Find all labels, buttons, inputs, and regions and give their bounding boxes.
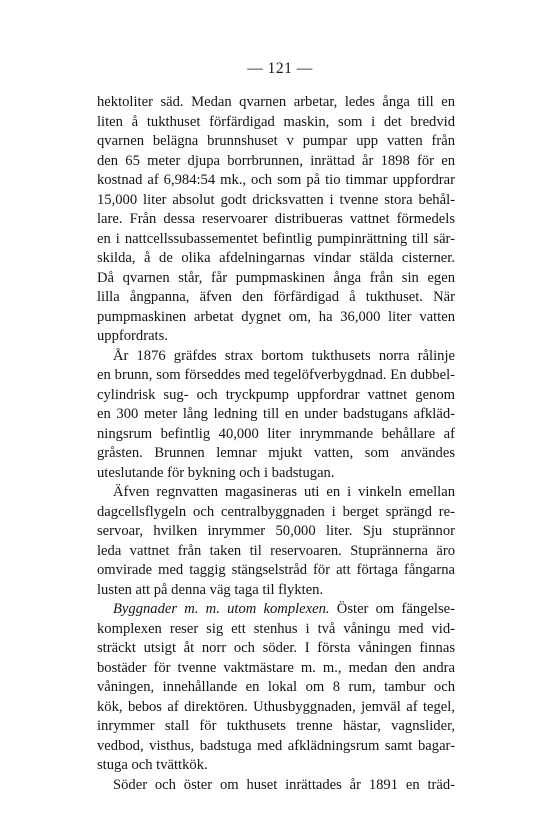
text-line: Då qvarnen står, får pumpmaskinen ånga från sin egen [97,269,455,286]
line-text: Öster om fängelse- [329,601,455,617]
text-line: lilla ångpanna, äfven den förfärdigad å tukthuset. När [97,289,455,305]
text-line: Söder och öster om huset inrättades år 1891 en träd- [113,776,455,793]
text-line: pumpmaskinen arbetat dygnet om, ha 36,000 liter vatten [97,308,455,325]
text-line: cylindrisk sug- och tryckpump uppfordrar vattnet genom [97,386,455,403]
text-line: kostnad af 6,984:54 mk., och som på tio timmar uppfordrar [97,172,455,188]
text-line: skilda, å de olika afdelningarnas vindar stälda cisterner. [97,250,455,266]
text-line: en brunn, som förseddes med tegelöfverbygdnad. En dubbel- [97,367,455,383]
italic-heading: Byggnader m. m. utom komplexen. [113,601,330,617]
text-line: kök, bebos af direktören. Uthusbyggnaden, jemväl af tegel, [97,698,455,715]
text-line: dagcellsflygeln och centralbyggnaden i berget sprängd re- [97,503,455,520]
text-line: en i nattcellssubassementet befintlig pumpinrättning till sär- [97,230,455,247]
text-line: servoar, hvilken inrymmer 50,000 liter. Sju stuprännor [97,523,455,539]
text-line: inrymmer stall för tukthusets trenne hästar, vagnslider, [97,718,455,734]
page-number: — 121 — [247,60,313,77]
text-line: vedbod, visthus, badstuga med afklädningsrum samt bagar- [97,737,455,754]
text-line: Äfven regnvatten magasineras uti en i vinkeln emellan [113,484,455,500]
text-line: ningsrum befintlig 40,000 liter inrymmande behållare af [97,425,455,442]
text-line: gråsten. Brunnen lemnar mjukt vatten, som användes [97,445,455,461]
text-line: omvirade med taggig stängselstråd för att förtaga fångarna [97,562,455,578]
text-line: uteslutande för bykning och i badstugan. [97,464,335,481]
text-line: bostäder för tvenne vaktmästare m. m., medan den andra [97,659,455,676]
text-line: hektoliter säd. Medan qvarnen arbetar, ledes ånga till en [97,94,455,110]
text-line: uppfordrats. [97,328,168,344]
text-line: 15,000 liter absolut godt dricksvatten i tvenne stora behål- [97,191,455,208]
text-line: komplexen reser sig ett stenhus i två våningu med vid- [97,620,455,637]
text-line: qvarnen belägna brunnshuset v pumpar upp vatten från [97,133,455,149]
body-text [97,93,455,795]
text-line: lusten att på denna väg taga til flykten. [97,581,324,598]
text-line: liten å tukthuset förfärdigad maskin, som i det bredvid [97,113,455,130]
text-line: År 1876 gräfdes strax bortom tukthusets norra rålinje [113,347,455,364]
text-line: sträckt utsigt åt norr och söder. I första våningen finnas [97,640,455,656]
text-line [97,600,455,620]
text-line: lare. Från dessa reservoarer distribueras vattnet förmedels [97,211,455,227]
text-line: leda vattnet från taken til reservoaren. Stuprännerna äro [97,542,455,559]
text-line: våningen, innehållande en lokal om 8 rum, tambur och [97,679,455,695]
text-line: en 300 meter lång ledning till en under badstugans afkläd- [97,406,455,422]
text-line: den 65 meter djupa borrbrunnen, inrättad år 1898 för en [97,152,455,169]
text-line: stuga och tvättkök. [97,757,208,773]
